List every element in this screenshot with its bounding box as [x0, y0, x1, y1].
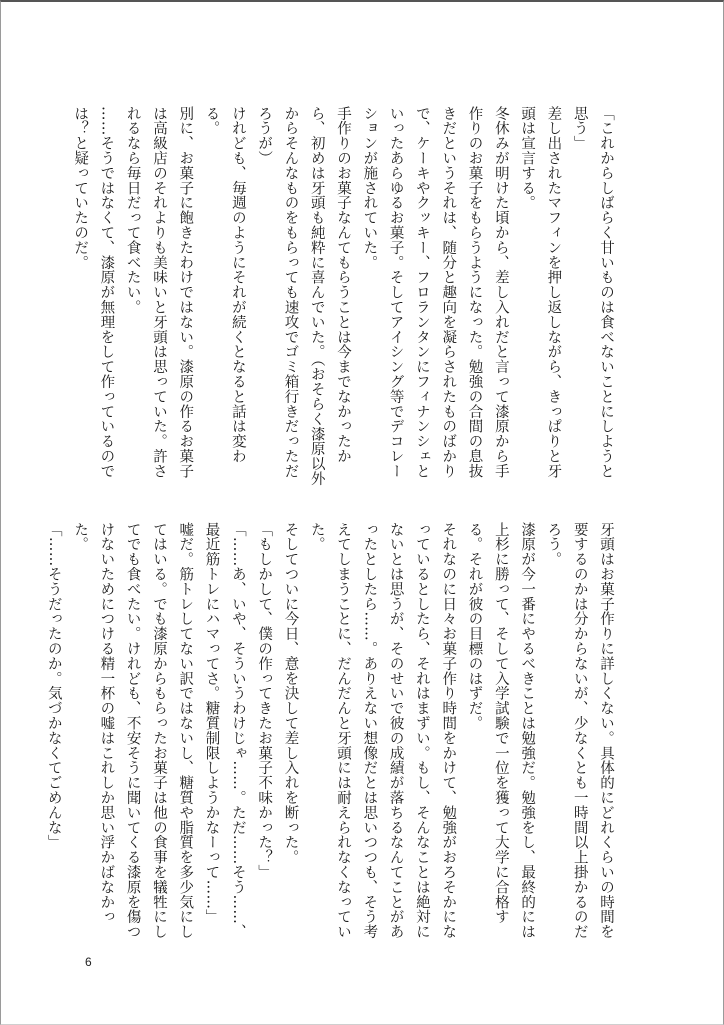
paragraph: それなのに日々お菓子作り時間をかけて、勉強がおろそかになっているとしたら、それはまずい。もし、そんなことは絶対にないとは思うが、そのせいで彼の成績が落ちるなんてことがあったとしたら……。ありえない想像だとは思いつつも、そう考えてしまうことに、だんだんと牙頭には耐えられなくなっていた。 — [308, 522, 457, 940]
paragraph: 「……あ、いや、そういうわけじゃ……。ただ……そう……、最近筋トレにハマってさ。糖質制限しようかなーって……」 — [203, 522, 246, 940]
paragraph: 嘘だ。筋トレしてない訳ではないし、糖質や脂質を多少気にしてはいる。でも漆原からもらったお菓子は他の食事を犠牲にしてでも食べたい。けれども、不安そうに聞いてくる漆原を傷つけないためにつける精一杯の嘘はこれしか思い浮かばなかった。 — [72, 522, 194, 940]
paragraph: 冬休みが明けた頃から、差し入れだと言って漆原から手作りのお菓子をもらうようになった。勉強の合間の息抜きだというそれは、随分と趣向を凝らされたものばかりで、ケーキやクッキー、フロランタンにフィナンシェといったあらゆるお菓子。そしてアイシング等でデコレーションが施されていた。 — [361, 106, 509, 479]
paragraph: 差し出されたマフィンを押し返しながら、きっぱりと牙頭は宣言する。 — [519, 106, 562, 479]
paragraph: 別に、お菓子に飽きたわけではない。漆原の作るお菓子は高級店のそれよりも美味いと牙頭は思っていた。許されるなら毎日だって食べたい。 — [124, 106, 194, 479]
paragraph: 「もしかして、僕の作ってきたお菓子不味かった？」 — [256, 522, 273, 880]
paragraph: 「これからしばらく甘いものは食べないことにしようと思う」 — [571, 106, 614, 479]
paragraph: 「……そうだったのか。気づかなくてごめんな」 — [45, 522, 62, 850]
text-block-bottom — [45, 522, 619, 952]
paragraph: そしてついに今日、意を決して差し入れを断った。 — [282, 522, 299, 865]
text-block-top — [72, 106, 619, 491]
paragraph: 牙頭はお菓子作りに詳しくない。具体的にどれくらいの時間を要するのかは分からないが、少なくとも一時間以上掛かるのだろう。 — [545, 522, 614, 940]
paragraph: 手作りのお菓子なんてもらうことは今までなかったから、初めは牙頭も純粋に喜んでいた。（おそらく漆原以外からそんなものをもらっても速攻でゴミ箱行きだっただろうが） — [256, 106, 352, 487]
paragraph: けれども、毎週のようにそれが続くとなると話は変わる。 — [203, 106, 246, 464]
paragraph: ……そうではなくて、漆原が無理をして作っているのでは？と疑っていたのだ。 — [72, 106, 115, 479]
page-number: 6 — [85, 955, 92, 969]
paragraph: 漆原が今一番にやるべきことは勉強だ。勉強をし、最終的には上杉に勝って、そして入学試験で一位を獲って大学に合格する。それが彼の目標のはずだ。 — [466, 522, 536, 940]
